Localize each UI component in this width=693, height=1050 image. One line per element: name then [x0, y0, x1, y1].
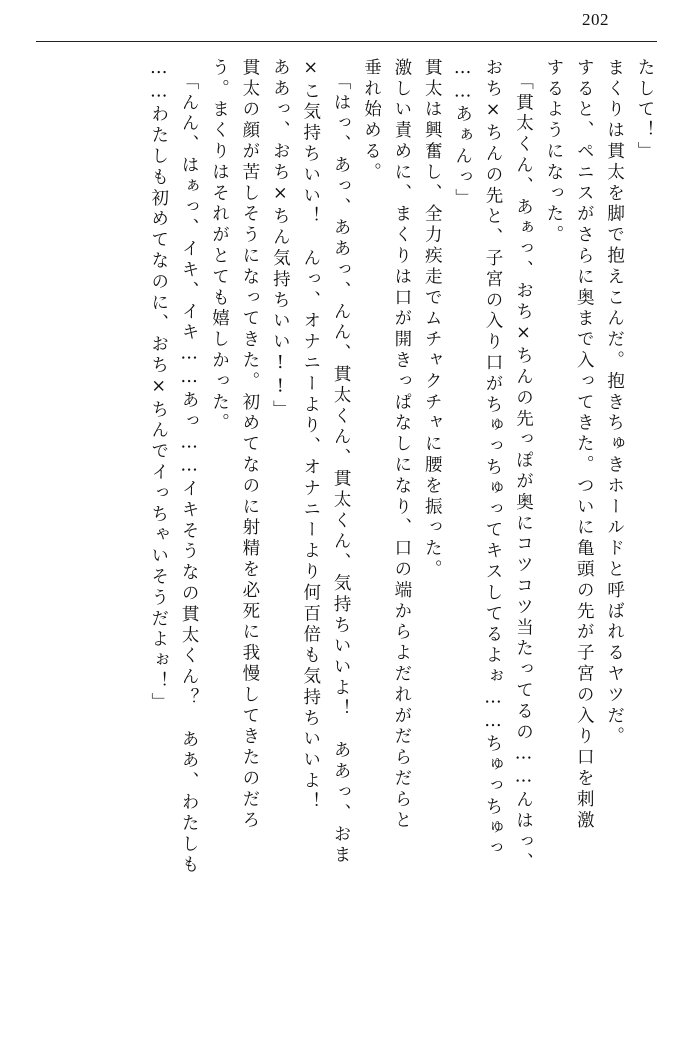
text-line: 「んん、はぁっ、イキ、イキ……あっ……イキそうなの貫太くん？ ああ、わたしも [179, 72, 200, 877]
text-line: 貫太は興奮し、全力疾走でムチャクチャに腰を振った。 [422, 58, 443, 581]
page-number: 202 [582, 10, 609, 29]
text-line: 「貫太くん、あぁっ、おち×ちんの先っぽが奥にコツコツ当たってるの……んはっ、 [513, 72, 534, 874]
text-line: おち×ちんの先と、子宮の入り口がちゅっちゅってキスしてるよぉ……ちゅっちゅっ [483, 58, 504, 860]
text-line: まくりは貫太を脚で抱えこんだ。抱きちゅきホールドと呼ばれるヤツだ。 [604, 58, 625, 748]
text-line: ×こ気持ちいい！ んっ、オナニーより、オナニーより何百倍も気持ちいいよ！ [300, 58, 321, 813]
page-body [38, 58, 653, 1018]
text-line: 「はっ、あっ、ああっ、んん、貫太くん、貫太くん、気持ちいいよ！ ああっ、おま [331, 72, 352, 867]
text-line: すると、ペニスがさらに奥まで入ってきた。ついに亀頭の先が子宮の入り口を刺激 [574, 58, 595, 832]
text-line: するようになった。 [543, 58, 564, 247]
text-line: ……あぁんっ」 [452, 58, 473, 210]
vertical-text-block [38, 58, 653, 1018]
text-line: 貫太の顔が苦しそうになってきた。初めてなのに射精を必死に我慢してきたのだろ [239, 58, 260, 832]
text-line: たして！」 [635, 58, 655, 163]
header-rule [36, 41, 657, 42]
text-line: 垂れ始める。 [361, 58, 382, 184]
text-line: ああっ、おち×ちん気持ちいい!!」 [270, 58, 291, 421]
text-line: 激しい責めに、まくりは口が開きっぱなしになり、口の端からよだれがだらだらと [391, 58, 412, 832]
text-line: ……わたしも初めてなのに、おち×ちんでイっちゃいそうだよぉ！」 [148, 58, 169, 714]
text-line: う。まくりはそれがとても嬉しかった。 [209, 58, 230, 435]
